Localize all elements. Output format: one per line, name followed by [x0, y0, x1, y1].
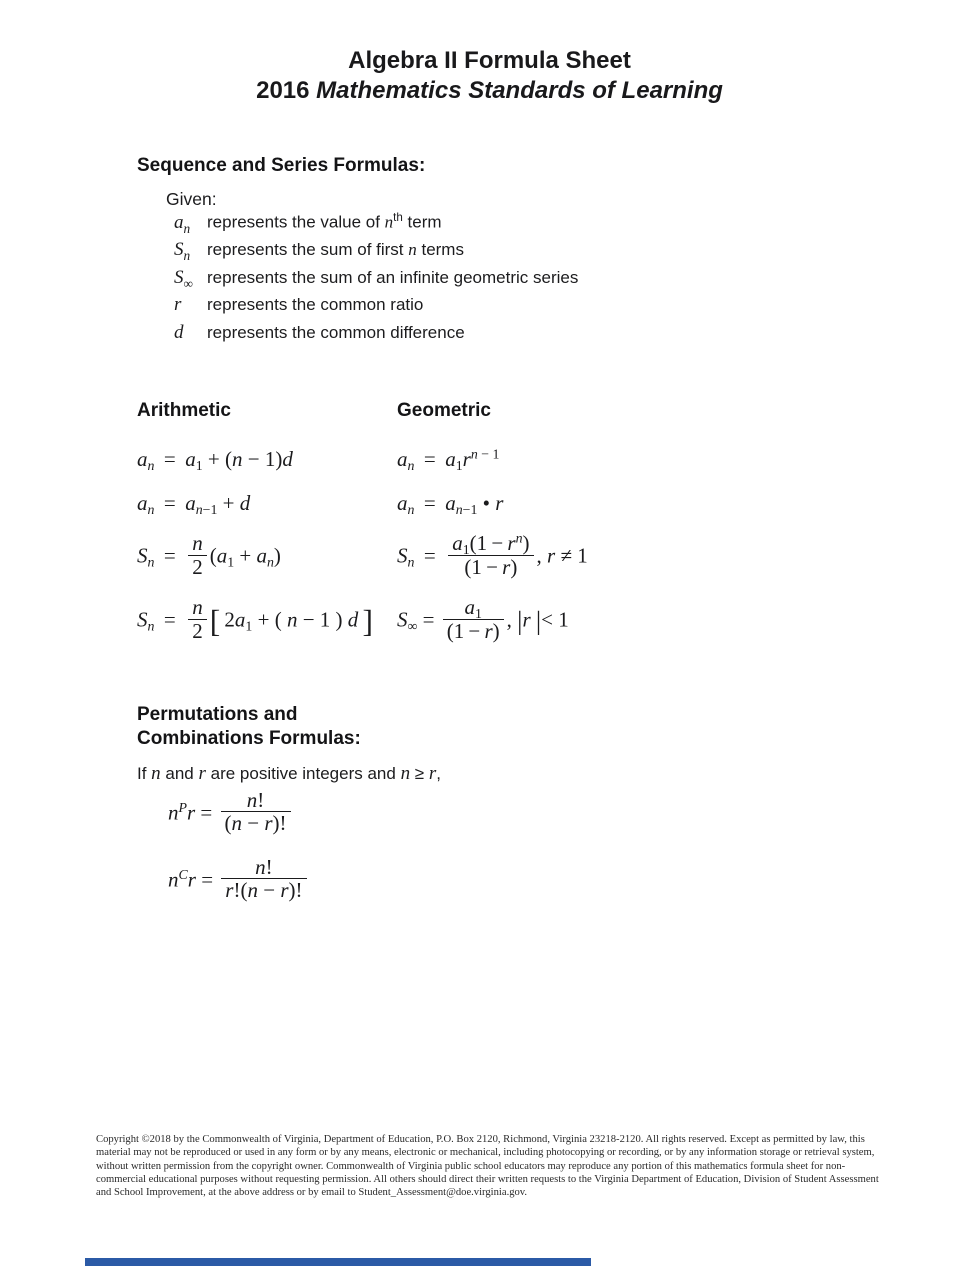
formula-arithmetic-recursive: $a_n = a_{n-1} + d$ [137, 490, 251, 518]
permutations-condition: If n and r are positive integers and n ≥ r, [137, 763, 441, 784]
definition-text: represents the common ratio [207, 295, 424, 315]
subtitle-year: 2016 [256, 77, 317, 104]
formula-geometric-recursive: $a_n = a_{n-1}$ • r [397, 490, 504, 518]
definition-row [174, 294, 578, 321]
formula-arithmetic-nth-term: $a_n = a_1 + (n - 1)d$ [137, 446, 293, 474]
formula-geometric-nth-term: $a_n = a_1r^{n - 1}$ [397, 446, 500, 474]
title-block [0, 46, 979, 106]
definition-text: represents the common difference [207, 322, 465, 342]
permutations-heading-line2: Combinations Formulas: [137, 727, 361, 749]
page-title: Algebra II Formula Sheet [348, 47, 631, 74]
definition-text: represents the sum of an infinite geometric series [207, 267, 579, 287]
definitions-list [174, 212, 578, 349]
definition-text: represents the sum of first n terms [207, 240, 464, 260]
definition-symbol: $S_n$ [174, 239, 191, 264]
footer-accent-bar [85, 1258, 591, 1266]
definition-row [174, 212, 578, 239]
column-heading-geometric: Geometric [397, 400, 491, 421]
formula-arithmetic-sum-2: $S_n$ = $\frac{n}{2}$ [ $2a_1$ + ( n − 1 ) d ] [137, 595, 374, 643]
permutations-heading-line1: Permutations and [137, 704, 298, 725]
definition-row [174, 267, 578, 294]
column-heading-arithmetic: Arithmetic [137, 400, 231, 421]
formula-npr: $n^Pr$ = $\frac{n!}{(n - r)!}$ [168, 792, 310, 837]
definition-symbol: $a_n$ [174, 212, 191, 236]
definition-row [174, 322, 578, 349]
given-label: Given: [166, 189, 217, 209]
formula-arithmetic-sum-1: $S_n$ = $\frac{n}{2}$ $(a_1 + a_n)$ [137, 531, 281, 579]
definition-symbol: d [174, 321, 184, 343]
page-subtitle [0, 76, 979, 106]
definition-row [174, 239, 578, 266]
definition-symbol: r [174, 294, 182, 316]
section-heading-permutations [137, 703, 361, 750]
formula-geometric-infinite-sum: $S_\infty$ = $\frac{a_1}{(1 - r)}$ , |r |< 1 [397, 595, 569, 643]
subtitle-italic: Mathematics Standards of Learning [316, 77, 723, 104]
formula-ncr: $n^Cr$ = $\frac{n!}{r!(n - r)!}$ [168, 859, 310, 904]
definition-symbol: $S_\infty$ [174, 266, 193, 291]
copyright-text: Copyright ©2018 by the Commonwealth of Virginia, Department of Education, P.O. Box 2120, Richmond, Virginia 23218-2120. All rights reserved. Except as permitted by law, this material may not be reproduced or used in any form or by any means, electronic or mechanical, including photocopying or recording, or by any information storage or retrieval system, without written permission from the copyright owner. Commonwealth of Virginia public school educators may reproduce any portion of this mathematics formula sheet for non-commercial educational purposes without requesting permission. All others should direct their written requests to the Virginia Department of Education, Division of Student Assessment and School Improvement, at the above address or by email to Student_Assessment@doe.virginia.gov. [96, 1134, 879, 1199]
permutations-formulas [168, 788, 310, 926]
formula-geometric-sum: $S_n$ = $\frac{a_1(1 - r^n)}{(1 - r)}$ , r ≠ 1 [397, 530, 588, 579]
section-heading-sequence: Sequence and Series Formulas: [137, 155, 426, 176]
definition-text: represents the value of $n^{th}$ term [207, 212, 442, 232]
formula-table [137, 400, 757, 654]
